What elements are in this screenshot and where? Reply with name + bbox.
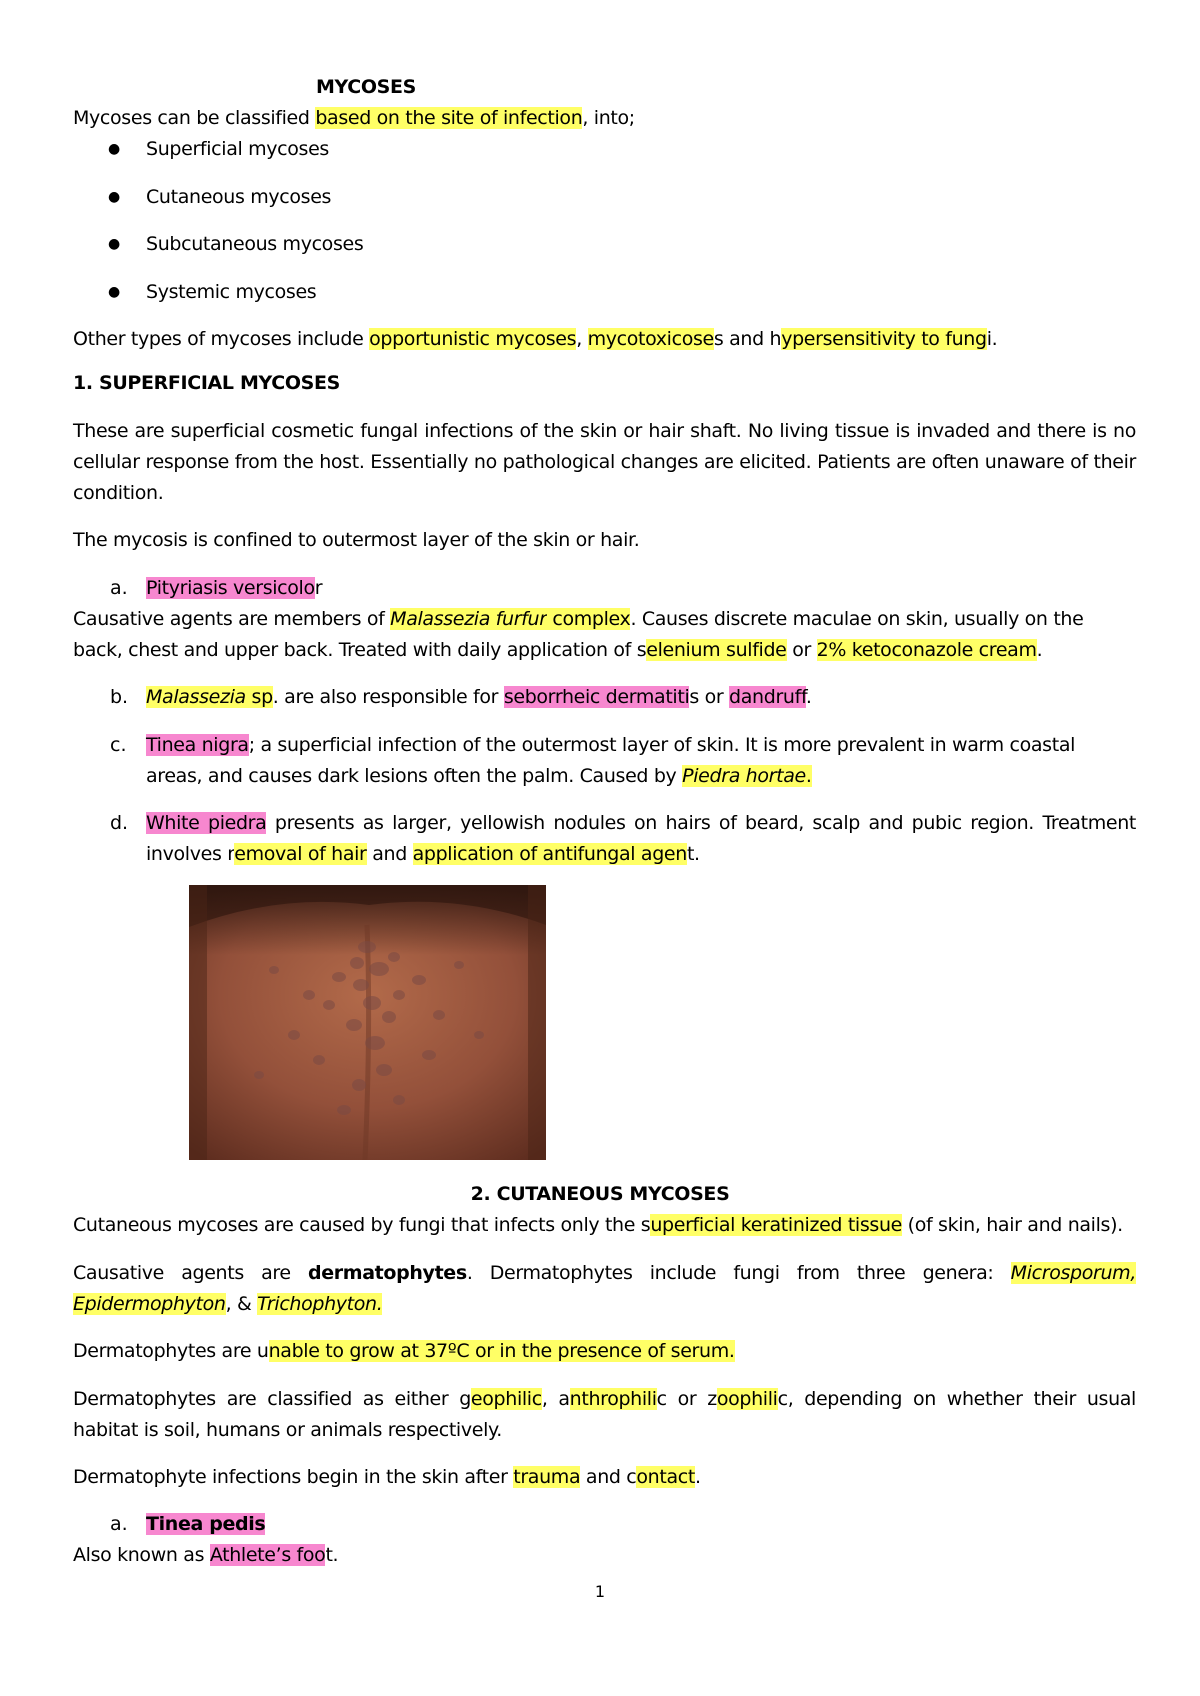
highlight: dandruff bbox=[729, 686, 806, 708]
highlight: opportunistic mycoses bbox=[369, 328, 577, 350]
text: (of skin, hair and nails). bbox=[901, 1214, 1123, 1236]
highlight: complex bbox=[546, 608, 631, 630]
bullet-icon: ● bbox=[108, 284, 121, 300]
list-item: Systemic mycoses bbox=[146, 281, 317, 303]
document-title: MYCOSES bbox=[316, 76, 416, 98]
intro-text: Mycoses can be classified bbox=[73, 107, 316, 129]
highlight: White piedra bbox=[146, 812, 267, 834]
list-item-malassezia bbox=[146, 682, 1200, 713]
intro-text-end: , into; bbox=[582, 107, 635, 129]
species-name: Malassezia furfur bbox=[390, 608, 547, 630]
page-number: 1 bbox=[594, 1582, 606, 1601]
highlight: emoval of hair bbox=[234, 843, 367, 865]
list-letter: a. bbox=[110, 1513, 128, 1535]
highlight: ontact bbox=[636, 1466, 695, 1488]
text: t. bbox=[325, 1544, 339, 1566]
highlight: ypersensitivity to fung bbox=[781, 328, 987, 350]
text: , a bbox=[541, 1388, 570, 1410]
bullet-icon: ● bbox=[108, 141, 121, 157]
text: , bbox=[576, 328, 588, 350]
highlight: sp bbox=[245, 686, 273, 708]
text: , & bbox=[225, 1293, 258, 1315]
bold-term: dermatophytes bbox=[307, 1262, 467, 1284]
species-name: Malassezia bbox=[146, 686, 246, 708]
text: t. bbox=[686, 843, 700, 865]
list-item-tinea-pedis bbox=[146, 1509, 1200, 1540]
text: . bbox=[805, 686, 812, 708]
text: c or z bbox=[656, 1388, 717, 1410]
text: . bbox=[1036, 639, 1043, 661]
genus-name: Epidermophyton bbox=[73, 1293, 226, 1315]
back-photo-image bbox=[189, 885, 546, 1160]
genus-name: Microsporum, bbox=[1010, 1262, 1137, 1284]
text: or bbox=[786, 639, 817, 661]
causative-agents-paragraph bbox=[73, 1258, 1136, 1320]
list-item-tinea-nigra bbox=[146, 730, 1136, 792]
highlight: Tinea nigra bbox=[146, 734, 249, 756]
text: Causative agents are bbox=[73, 1262, 308, 1284]
highlight: eophilic bbox=[470, 1388, 542, 1410]
list-item-white-piedra bbox=[146, 808, 1136, 870]
text: . bbox=[805, 765, 812, 787]
text: i. bbox=[986, 328, 998, 350]
list-letter: b. bbox=[110, 686, 129, 708]
classification-paragraph bbox=[73, 1384, 1136, 1446]
highlight: 2% ketoconazole cream bbox=[816, 639, 1037, 661]
back-skin-photo bbox=[189, 885, 546, 1160]
text: and bbox=[366, 843, 413, 865]
highlight: nthrophili bbox=[569, 1388, 657, 1410]
highlight: nable to grow at 37ºC or in the presence of serum. bbox=[268, 1340, 735, 1362]
text: presents as larger, yellowish nodules on hairs of beard, scalp and pubic region. Treatment involves r bbox=[146, 812, 1136, 865]
highlight: elenium sulfide bbox=[646, 639, 787, 661]
superficial-paragraph: These are superficial cosmetic fungal infections of the skin or hair shaft. No living tissue is invaded and there is no cellular response from the host. Essentially no pathological changes are elicited. Patients are often unaware of their condition. bbox=[73, 420, 1136, 504]
text: Dermatophytes are u bbox=[73, 1340, 269, 1362]
text: Dermatophytes are classified as either g bbox=[73, 1388, 471, 1410]
bullet-icon: ● bbox=[108, 189, 121, 205]
text: r bbox=[314, 577, 323, 599]
list-item-pityriasis bbox=[146, 573, 1200, 604]
highlight: Pityriasis versicolo bbox=[146, 577, 315, 599]
highlight: Tinea pedis bbox=[146, 1513, 266, 1535]
highlight: Athlete’s foo bbox=[209, 1544, 326, 1566]
genus-name: Trichophyton. bbox=[257, 1293, 383, 1315]
text: s and h bbox=[713, 328, 782, 350]
text: . Dermatophytes include fungi from three genera: bbox=[466, 1262, 1011, 1284]
list-item: Superficial mycoses bbox=[146, 138, 329, 160]
growth-paragraph bbox=[73, 1336, 1136, 1367]
text: Cutaneous mycoses are caused by fungi that infects only the s bbox=[73, 1214, 651, 1236]
species-name: Piedra hortae bbox=[682, 765, 806, 787]
text: Causative agents are members of bbox=[73, 608, 391, 630]
highlight: application of antifungal agen bbox=[412, 843, 687, 865]
text: . are also responsible for bbox=[272, 686, 504, 708]
text: . bbox=[694, 1466, 701, 1488]
aka-paragraph bbox=[73, 1540, 1136, 1571]
section-heading-superficial: 1. SUPERFICIAL MYCOSES bbox=[73, 372, 340, 394]
bullet-icon: ● bbox=[108, 236, 121, 252]
highlight: oophili bbox=[716, 1388, 778, 1410]
list-letter: d. bbox=[110, 812, 129, 834]
other-types-paragraph bbox=[73, 324, 1136, 355]
text: s or bbox=[689, 686, 730, 708]
list-item: Subcutaneous mycoses bbox=[146, 233, 364, 255]
intro-paragraph bbox=[73, 103, 1136, 134]
highlight: uperficial keratinized tissue bbox=[650, 1214, 902, 1236]
confined-paragraph: The mycosis is confined to outermost layer of the skin or hair. bbox=[73, 529, 640, 551]
text: Also known as bbox=[73, 1544, 210, 1566]
causative-paragraph bbox=[73, 604, 1136, 666]
highlight: mycotoxicose bbox=[587, 328, 714, 350]
text: ; a superficial infection of the outermost layer of skin. It is more prevalent in warm coastal areas, and causes dark lesions often the palm. Caused by bbox=[146, 734, 1076, 787]
text: . Causes discrete maculae on skin, usually on the back, chest and upper back. Treated with daily application of s bbox=[73, 608, 1084, 661]
highlight: based on the site of infection bbox=[315, 107, 583, 129]
highlight: trauma bbox=[513, 1466, 581, 1488]
text: c, depending on whether their usual habitat is soil, humans or animals respectively. bbox=[73, 1388, 1136, 1441]
list-letter: c. bbox=[110, 734, 127, 756]
section-heading-cutaneous: 2. CUTANEOUS MYCOSES bbox=[470, 1183, 730, 1205]
highlight: seborrheic dermatiti bbox=[503, 686, 690, 708]
text: Other types of mycoses include bbox=[73, 328, 370, 350]
text: and c bbox=[580, 1466, 637, 1488]
text: Dermatophyte infections begin in the skin after bbox=[73, 1466, 514, 1488]
list-letter: a. bbox=[110, 577, 128, 599]
infection-paragraph bbox=[73, 1462, 1136, 1493]
list-item: Cutaneous mycoses bbox=[146, 186, 332, 208]
cutaneous-paragraph bbox=[73, 1210, 1136, 1241]
